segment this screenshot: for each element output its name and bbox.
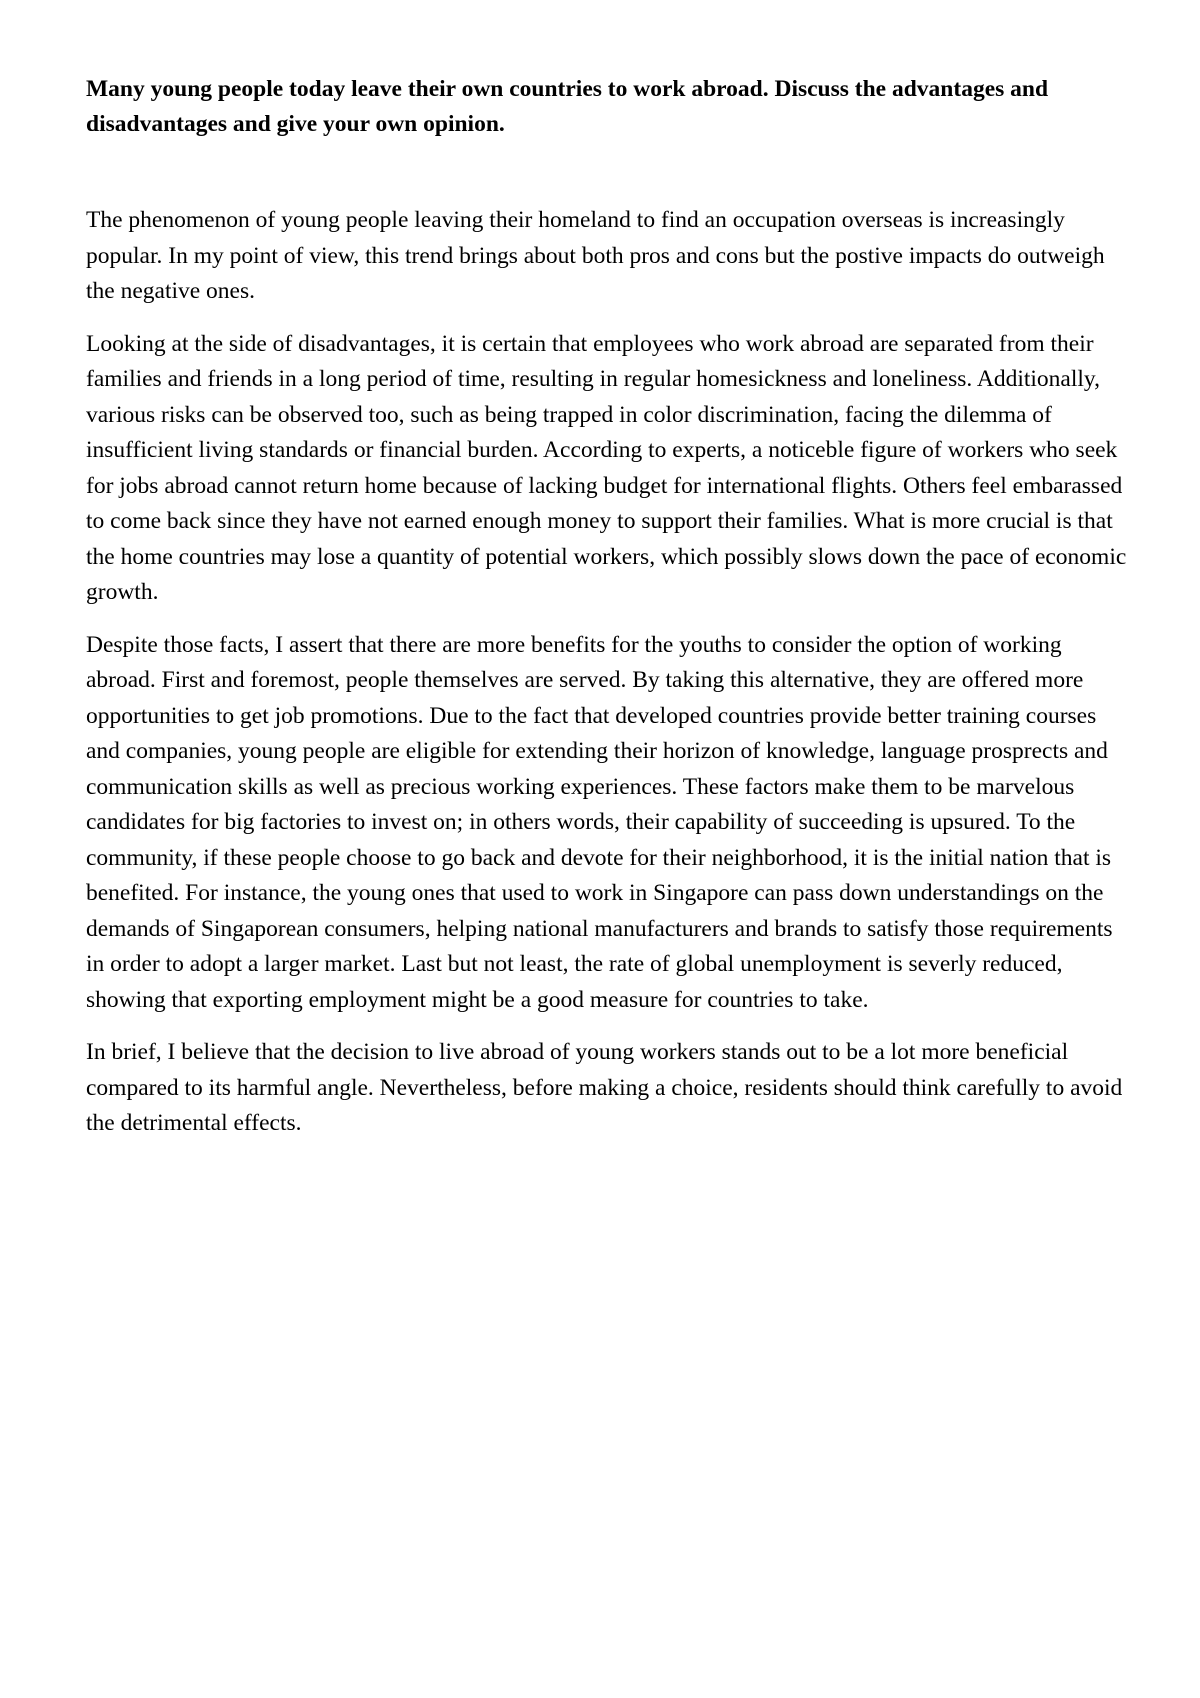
introduction-paragraph: The phenomenon of young people leaving their homeland to find an occupation overseas is increasingly popular. In my point of view, this trend brings about both pros and cons but the postive impacts do outweigh the negative ones.: [86, 207, 1105, 304]
document-page: [86, 72, 1136, 1159]
conclusion-paragraph: In brief, I believe that the decision to live abroad of young workers stands out to be a lot more beneficial compared to its harmful angle. Nevertheless, before making a choice, residents should think carefully to avoid the detrimental effects.: [86, 1039, 1123, 1136]
essay-prompt: Many young people today leave their own countries to work abroad. Discuss the advantages and disadvantages and give your own opinion.: [86, 76, 1049, 137]
advantages-paragraph: Despite those facts, I assert that there are more benefits for the youths to consider the option of working abroad. First and foremost, people themselves are served. By taking this alternative, they are offered more opportunities to get job promotions. Due to the fact that developed countries provide better training courses and companies, young people are eligible for extending their horizon of knowledge, language prosprects and communication skills as well as precious working experiences. These factors make them to be marvelous candidates for big factories to invest on; in others words, their capability of succeeding is upsured. To the community, if these people choose to go back and devote for their neighborhood, it is the initial nation that is benefited. For instance, the young ones that used to work in Singapore can pass down understandings on the demands of Singaporean consumers, helping national manufacturers and brands to satisfy those requirements in order to adopt a larger market. Last but not least, the rate of global unemployment is severly reduced, showing that exporting employment might be a good measure for countries to take.: [86, 631, 1113, 1013]
disadvantages-paragraph: Looking at the side of disadvantages, it is certain that employees who work abroad are separated from their families and friends in a long period of time, resulting in regular homesickness and loneliness. Additionally, various risks can be observed too, such as being trapped in color discrimination, facing the dilemma of insufficient living standards or financial burden. According to experts, a noticeble figure of workers who seek for jobs abroad cannot return home because of lacking budget for international flights. Others feel embarassed to come back since they have not earned enough money to support their families. What is more crucial is that the home countries may lose a quantity of potential workers, which possibly slows down the pace of economic growth.: [86, 330, 1127, 605]
essay-body: [86, 203, 1136, 1142]
